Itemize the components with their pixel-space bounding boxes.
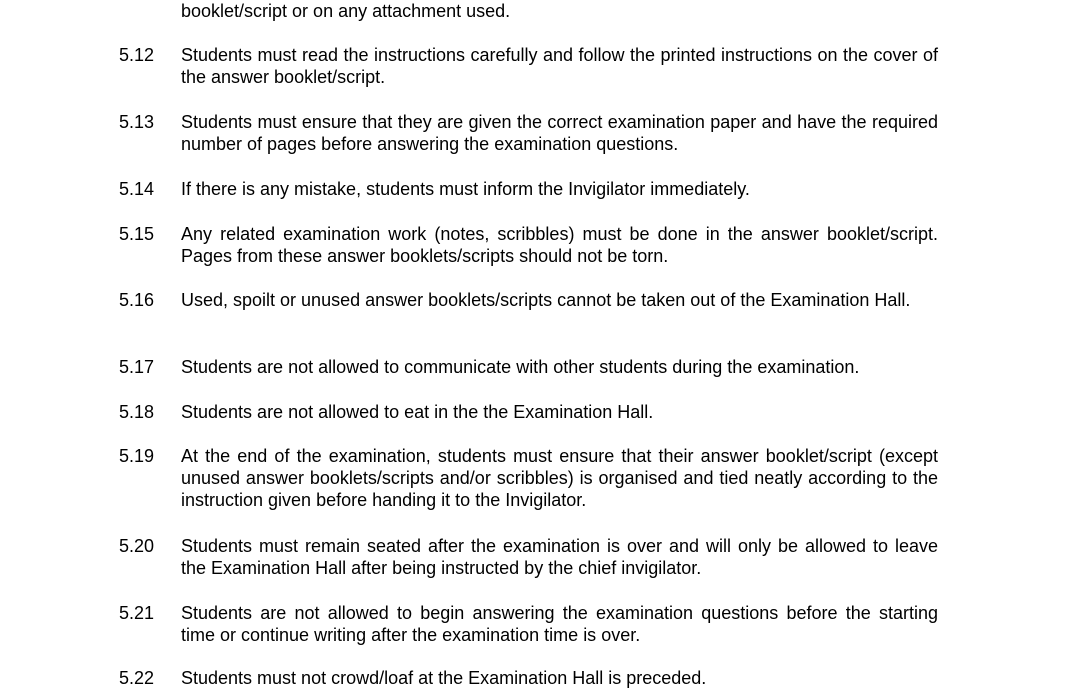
rule-number: 5.22	[119, 668, 155, 688]
rule-text: Used, spoilt or unused answer booklets/scripts cannot be taken out of the Examination Hall.	[181, 290, 911, 310]
rule-text: Students are not allowed to communicate with other students during the examination.	[181, 357, 860, 377]
rule-text: Students are not allowed to begin answering the examination questions before the starting time or continue writing after the examination time is over.	[181, 603, 938, 645]
rule-number: 5.21	[119, 603, 155, 623]
rule-text: If there is any mistake, students must inform the Invigilator immediately.	[181, 179, 750, 199]
rule-number: 5.17	[119, 357, 155, 377]
rule-text: Students must not crowd/loaf at the Examination Hall is preceded.	[181, 668, 707, 688]
rule-text: Students must ensure that they are given the correct examination paper and have the required number of pages before answering the examination questions.	[181, 112, 938, 154]
rule-number: 5.18	[119, 402, 155, 422]
rule-number: 5.15	[119, 224, 155, 244]
rule-text: Students must remain seated after the examination is over and will only be allowed to leave the Examination Hall after being instructed by the chief invigilator.	[181, 536, 938, 578]
rule-text: Any related examination work (notes, scribbles) must be done in the answer booklet/script. Pages from these answer booklets/scripts should not be torn.	[181, 224, 938, 266]
rule-text: Students must read the instructions carefully and follow the printed instructions on the cover of the answer booklet/script.	[181, 45, 938, 87]
rule-number: 5.20	[119, 536, 155, 556]
rule-text: Students are not allowed to eat in the the Examination Hall.	[181, 402, 654, 422]
rule-text: At the end of the examination, students must ensure that their answer booklet/script (except unused answer booklets/scripts and/or scribbles) is organised and tied neatly according to the instruction given before handing it to the Invigilator.	[181, 446, 938, 510]
rule-number: 5.13	[119, 112, 155, 132]
rule-number: 5.16	[119, 290, 155, 310]
rule-number: 5.19	[119, 446, 155, 466]
rule-number: 5.12	[119, 45, 155, 65]
rule-number: 5.14	[119, 179, 155, 199]
leadin-text: booklet/script or on any attachment used.	[181, 1, 511, 21]
